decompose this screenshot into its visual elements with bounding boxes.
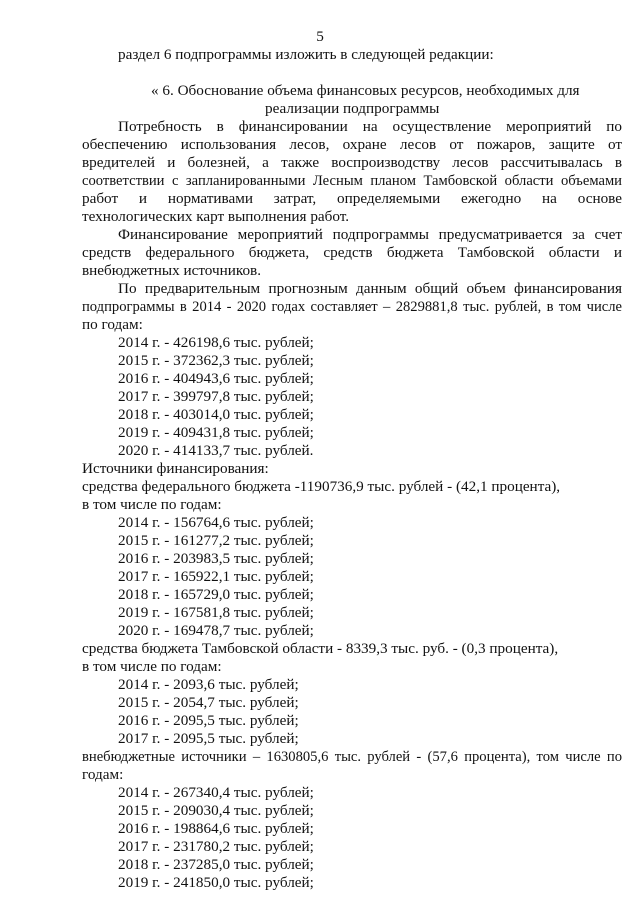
para1-line: работ и нормативами затрат, определяемыми ежегодно на основе [82, 190, 622, 207]
total-year-item: 2014 г. - 426198,6 тыс. рублей; [118, 334, 314, 351]
para3-line: По предварительным прогнозным данным общий объем финансирования [118, 280, 622, 297]
extrabudget-year-item: 2015 г. - 209030,4 тыс. рублей; [118, 802, 314, 819]
extrabudget-summary: внебюджетные источники – 1630805,6 тыс. рублей - (57,6 процента), том числе по [82, 749, 622, 765]
regional-year-item: 2016 г. - 2095,5 тыс. рублей; [118, 712, 299, 729]
para2-line: внебюджетных источников. [82, 262, 262, 279]
para2-line: Финансирование мероприятий подпрограммы предусматривается за счет [118, 226, 622, 243]
section-title-line-1: « 6. Обоснование объема финансовых ресурсов, необходимых для [151, 82, 580, 99]
extrabudget-by-years-label: годам: [82, 766, 124, 783]
intro-line: раздел 6 подпрограммы изложить в следующей редакции: [118, 46, 494, 63]
sources-heading: Источники финансирования: [82, 460, 269, 477]
para3-line: подпрограммы в 2014 - 2020 годах составляет – 2829881,8 тыс. рублей, в том числе [82, 299, 622, 315]
para1-line: технологических карт выполнения работ. [82, 208, 350, 225]
federal-year-item: 2016 г. - 203983,5 тыс. рублей; [118, 550, 314, 567]
total-year-item: 2016 г. - 404943,6 тыс. рублей; [118, 370, 314, 387]
total-year-item: 2020 г. - 414133,7 тыс. рублей. [118, 442, 314, 459]
page-number: 5 [316, 28, 324, 45]
extrabudget-year-item: 2016 г. - 198864,6 тыс. рублей; [118, 820, 314, 837]
federal-summary: средства федерального бюджета -1190736,9 тыс. рублей - (42,1 процента), [82, 478, 561, 495]
total-year-item: 2015 г. - 372362,3 тыс. рублей; [118, 352, 314, 369]
para1-line: обеспечению использования лесов, охране лесов от пожаров, защите от [82, 136, 622, 153]
federal-year-item: 2015 г. - 161277,2 тыс. рублей; [118, 532, 314, 549]
para1-line: вредителей и болезней, а также воспроизводству лесов рассчитывалась в [82, 154, 622, 171]
federal-year-item: 2019 г. - 167581,8 тыс. рублей; [118, 604, 314, 621]
regional-year-item: 2015 г. - 2054,7 тыс. рублей; [118, 694, 299, 711]
federal-year-item: 2017 г. - 165922,1 тыс. рублей; [118, 568, 314, 585]
total-year-item: 2018 г. - 403014,0 тыс. рублей; [118, 406, 314, 423]
extrabudget-year-item: 2018 г. - 237285,0 тыс. рублей; [118, 856, 314, 873]
extrabudget-year-item: 2014 г. - 267340,4 тыс. рублей; [118, 784, 314, 801]
extrabudget-year-item: 2017 г. - 231780,2 тыс. рублей; [118, 838, 314, 855]
total-year-item: 2019 г. - 409431,8 тыс. рублей; [118, 424, 314, 441]
extrabudget-year-item: 2019 г. - 241850,0 тыс. рублей; [118, 874, 314, 891]
federal-year-item: 2020 г. - 169478,7 тыс. рублей; [118, 622, 314, 639]
regional-year-item: 2014 г. - 2093,6 тыс. рублей; [118, 676, 299, 693]
section-title-line-2: реализации подпрограммы [265, 100, 440, 117]
federal-year-item: 2014 г. - 156764,6 тыс. рублей; [118, 514, 314, 531]
regional-by-years-label: в том числе по годам: [82, 658, 222, 675]
para1-line: Потребность в финансировании на осуществление мероприятий по [118, 118, 622, 135]
para2-line: средств федерального бюджета, средств бюджета Тамбовской области и [82, 244, 622, 261]
para3-line: по годам: [82, 316, 143, 333]
federal-by-years-label: в том числе по годам: [82, 496, 222, 513]
para1-line: соответствии с запланированными Лесным планом Тамбовской области объемами [82, 173, 622, 189]
total-year-item: 2017 г. - 399797,8 тыс. рублей; [118, 388, 314, 405]
regional-year-item: 2017 г. - 2095,5 тыс. рублей; [118, 730, 299, 747]
federal-year-item: 2018 г. - 165729,0 тыс. рублей; [118, 586, 314, 603]
regional-summary: средства бюджета Тамбовской области - 8339,3 тыс. руб. - (0,3 процента), [82, 640, 559, 657]
